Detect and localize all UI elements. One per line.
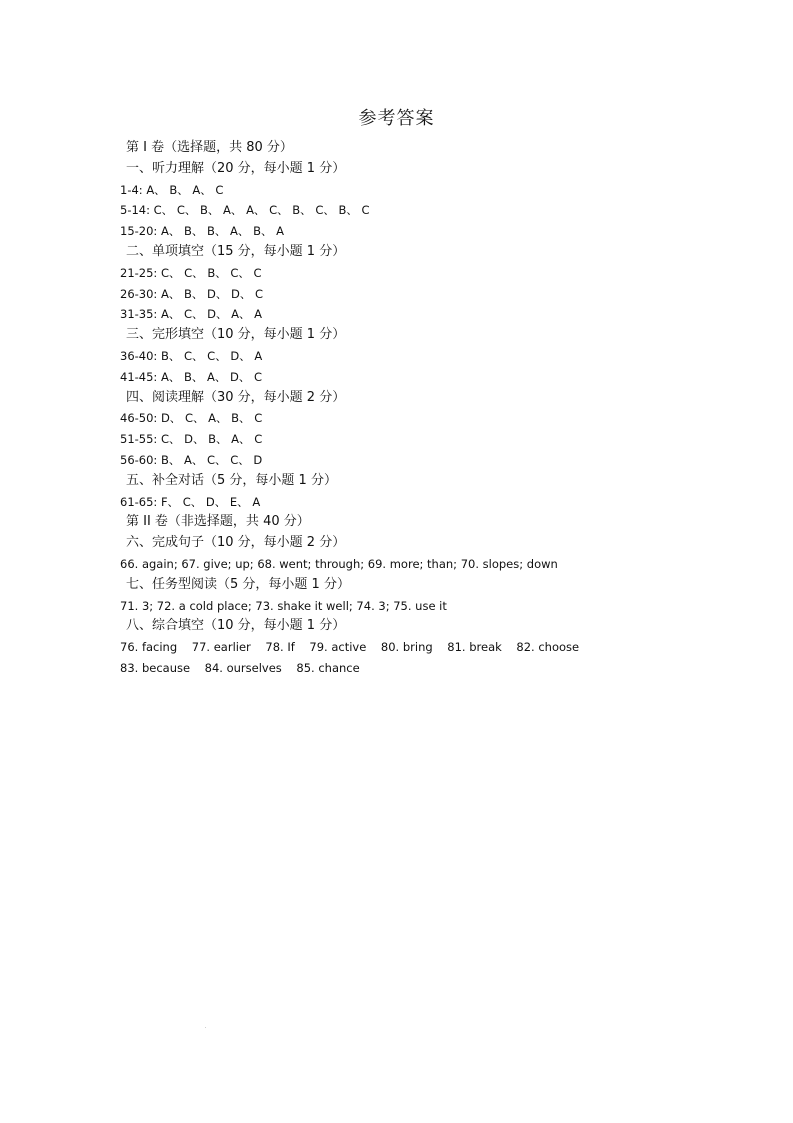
section-heading: 四、阅读理解（30 分，每小题 2 分） [126,389,346,405]
answer-line: 1-4: A、 B、 A、 C [120,182,224,197]
section-heading: 七、任务型阅读（5 分，每小题 1 分） [126,576,350,592]
page-speck [205,1027,206,1028]
section-heading: 第 I 卷（选择题，共 80 分） [126,140,293,155]
section-heading: 八、综合填空（10 分，每小题 1 分） [126,618,346,634]
answer-line: 36-40: B、 C、 C、 D、 A [120,348,263,363]
section-heading: 第 II 卷（非选择题，共 40 分） [126,514,310,530]
answer-line: 71. 3; 72. a cold place; 73. shake it well; 74. 3; 75. use it [120,598,447,613]
answer-line: 61-65: F、 C、 D、 E、 A [120,494,261,509]
answer-line: 31-35: A、 C、 D、 A、 A [120,307,263,322]
answer-key-body [120,138,740,679]
section-heading: 一、听力理解（20 分，每小题 1 分） [126,160,346,176]
answer-line: 76. facing 77. earlier 78. If 79. active 80. bring 81. break 82. choose [120,640,580,655]
section-heading: 三、完形填空（10 分，每小题 1 分） [126,327,346,343]
answer-line: 56-60: B、 A、 C、 C、 D [120,452,263,467]
answer-line: 41-45: A、 B、 A、 D、 C [120,369,263,384]
page-title: 参考答案 [358,108,435,129]
section-heading: 二、单项填空（15 分，每小题 1 分） [126,243,346,259]
answer-line: 21-25: C、 C、 B、 C、 C [120,265,262,280]
section-heading: 五、补全对话（5 分，每小题 1 分） [126,472,337,488]
answer-line: 66. again; 67. give; up; 68. went; through; 69. more; than; 70. slopes; down [120,556,558,571]
section-heading: 六、完成句子（10 分，每小题 2 分） [126,535,346,551]
answer-line: 15-20: A、 B、 B、 A、 B、 A [120,224,284,239]
answer-line: 83. because 84. ourselves 85. chance [120,660,360,675]
answer-line: 51-55: C、 D、 B、 A、 C [120,432,263,447]
answer-line: 26-30: A、 B、 D、 D、 C [120,286,264,301]
answer-line: 5-14: C、 C、 B、 A、 A、 C、 B、 C、 B、 C [120,203,370,218]
answer-line: 46-50: D、 C、 A、 B、 C [120,411,263,426]
